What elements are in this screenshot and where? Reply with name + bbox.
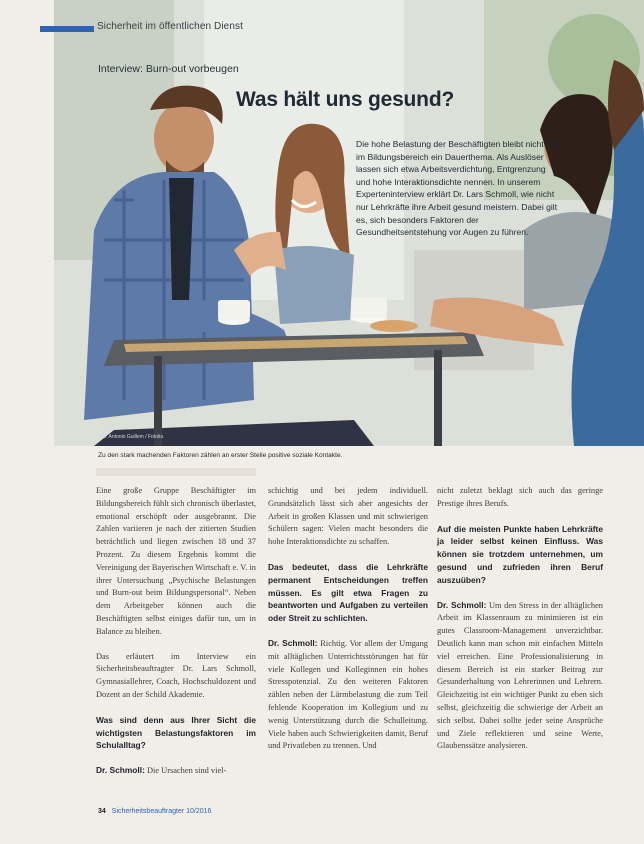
section-color-bar [40,26,94,32]
photo-caption: Zu den stark machenden Faktoren zählen an erster Stelle positive soziale Kontakte. [98,452,343,459]
body-paragraph: nicht zuletzt beklagt sich auch das geringe Prestige ihres Berufs. [437,486,603,508]
speaker-name: Dr. Schmoll: [96,765,145,776]
body-paragraph: schichtig und bei jedem individuell. Grundsätzlich lässt sich aber angesichts der Arbeit in großen Klassen und mit schwierigen Schülern sagen: Vielen macht besonders die hohe Interaktionsdichte zu schaffen. [268,486,428,547]
interview-question: Was sind denn aus Ihrer Sicht die wichtigsten Belastungsfaktoren im Schulalltag? [96,714,256,751]
column-header-rule [96,468,256,476]
text-column-2 [268,485,428,765]
interview-question: Das bedeutet, dass die Lehrkräfte permanent Entscheidungen treffen müssen. Es gilt etwa Fragen zu beantworten und Aufgaben zu verteilen oder Streit zu schlichten. [268,561,428,624]
answer-text: Die Ursachen sind viel- [144,766,227,776]
answer-text: Um den Stress in der alltäglichen Arbeit im Klassenraum zu minimieren ist ein gutes Classroom-Management unverzichtbar. Deutlich kann man schon mit einfachen Mitteln viel erreichen. Eine Professionalisierung in diesem Bereich ist ein starker Beitrag zur Gesunderhaltung von Lehrerinnen und Lehrern. Gleichzeitig ist ein wichtiger Punkt zu eben sich selbst, gleichzeitig die schwierige der Arbeit an sich selbst. Dabei sollte jeder seine Ansprüche und Ziele reflektieren und seine Werte, Glaubenssätze analysieren. [437,600,603,751]
interview-answer [96,764,256,778]
body-paragraph: Das erläutert im Interview ein Sicherheitsbeauftragter Dr. Lars Schmoll, Gymnasiallehrer, Coach, Hochschuldozent und Dozent an der Schild Akademie. [96,651,256,699]
text-column-1 [96,485,256,790]
interview-question: Auf die meisten Punkte haben Lehrkräfte ja leider selbst keinen Einfluss. Was können sie trotzdem unternehmen, um gesund und zufrieden ihren Beruf auszuüben? [437,523,603,585]
answer-text: Richtig. Vor allem der Umgang mit alltäglichen Unterrichtsstörungen hat für viele Kollegen und Kolleginnen ein hohes Stresspotenzial. Zu den weiteren Faktoren zählen neben der Lärmbelastung die zum Teil fehlende Kooperation im Kollegium und zu wenig Unterstützung durch die Schulleitung. Viele haben auch Schwierigkeiten damit, Beruf und Privatleben zu trennen. Und [268,638,428,751]
photo-credit: Foto: Antonio Guillem / Fotolia [96,434,163,440]
interview-answer [437,599,603,754]
text-column-3 [437,485,603,765]
article-headline: Was hält uns gesund? [236,88,455,111]
section-label: Sicherheit im öffentlichen Dienst [97,21,243,32]
article-intro: Die hohe Belastung der Beschäftigten bleibt nicht nur im Bildungsbereich ein Dauerthema. Als Auslöser lassen sich etwa Arbeitsverdichtung, Entgrenzung und hohe Interaktionsdichte nennen. In unserem Experteninterview erklärt Dr. Lars Schmoll, wie nicht nur Lehrkräfte ihre Arbeit gesund meistern. Dabei gilt es, sich besonders Faktoren der Gesundheitsentstehung vor Augen zu führen. [356,139,559,238]
interview-answer [268,637,428,753]
speaker-name: Dr. Schmoll: [437,599,487,610]
body-paragraph: Eine große Gruppe Beschäftigter im Bildungsbereich fühlt sich chronisch überlastet, emotional erschöpft oder ausgebrannt. Die Zahlen variieren je nach der zitierten Studien beträchtlich und liegen zwischen 18 und 37 Prozent. Zu diesem Ergebnis kommt die Vereinigung der Bayerischen Wirtschaft e. V. in ihrer Untersuchung „Psychische Belastungen und Burn-out beim Bildungspersonal“. Neben dem Arbeitgeber können auch die Beschäftigten selbst einiges dafür tun, um in Balance zu bleiben. [96,486,256,636]
speaker-name: Dr. Schmoll: [268,637,318,648]
article-kicker: Interview: Burn-out vorbeugen [98,63,239,75]
publication-name: Sicherheitsbeauftragter 10/2016 [111,808,212,815]
page-number: 34 [98,808,106,815]
page-footer [98,808,211,815]
